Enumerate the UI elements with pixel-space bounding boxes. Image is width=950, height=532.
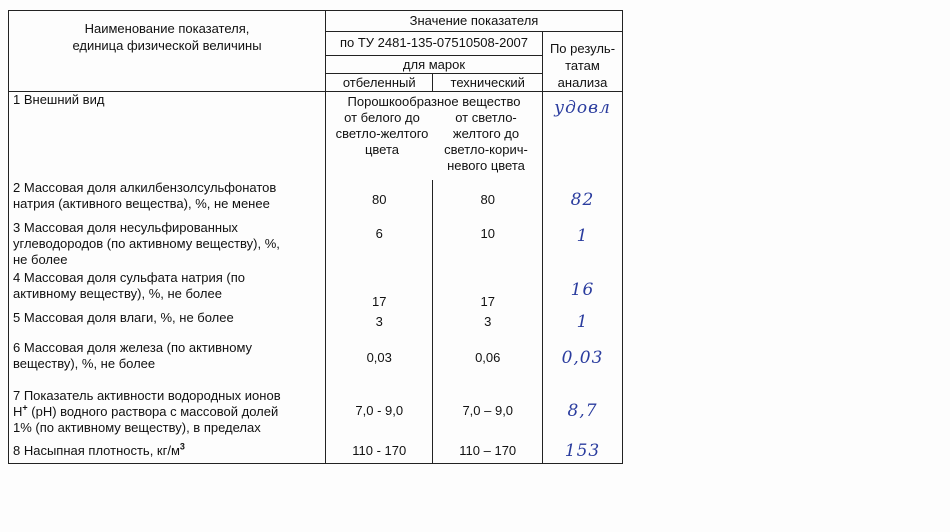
appearance-values	[326, 92, 543, 180]
table-row-density	[9, 440, 623, 464]
results-header-line1: По резуль-	[549, 41, 616, 56]
row-name: 4 Массовая доля сульфата натрия (по активному веществу), %, не более	[9, 270, 326, 310]
row-technical-value: 0,06	[433, 334, 543, 382]
grade-bleached-header: отбеленный	[326, 73, 433, 91]
row-result-handwritten: 1	[543, 220, 623, 270]
ph-result-handwritten: 8,7	[543, 382, 623, 440]
value-header: Значение показателя	[326, 11, 623, 32]
row-technical-value: 80	[433, 180, 543, 220]
table-row	[9, 270, 623, 310]
table-row	[9, 180, 623, 220]
row-name: 6 Массовая доля железа (по активному веществу), %, не более	[9, 334, 326, 382]
row-technical-value: 17	[433, 270, 543, 310]
table-row	[9, 334, 623, 382]
header-row-1	[9, 11, 623, 32]
row-bleached-value: 3	[326, 310, 433, 334]
row-result-handwritten: 1	[543, 310, 623, 334]
density-result-handwritten: 153	[543, 440, 623, 464]
appearance-technical: от светло- желтого до светло-корич- невого цвета	[444, 110, 528, 173]
for-marks-header: для марок	[326, 55, 543, 73]
table-row-appearance	[9, 92, 623, 180]
grade-technical-header: технический	[433, 73, 543, 91]
row-result-handwritten: 0,03	[543, 334, 623, 382]
row-technical-value: 3	[433, 310, 543, 334]
indicator-name-header-line1: Наименование показателя,	[84, 21, 250, 36]
row-name: 2 Массовая доля алкилбензолсульфонатов натрия (активного вещества), %, не менее	[9, 180, 326, 220]
row-bleached-value: 6	[326, 220, 433, 270]
results-header	[543, 32, 623, 92]
ph-technical-value: 7,0 – 9,0	[433, 382, 543, 440]
row-name: 3 Массовая доля несульфированных углеводородов (по активному веществу), %, не более	[9, 220, 326, 270]
row-bleached-value: 80	[326, 180, 433, 220]
row-result-handwritten: 16	[543, 270, 623, 310]
appearance-result-handwritten: удовл	[543, 92, 623, 180]
density-bleached-value: 110 - 170	[326, 440, 433, 464]
tu-header: по ТУ 2481-135-07510508-2007	[326, 32, 543, 56]
table-row-ph	[9, 382, 623, 440]
row-technical-value: 10	[433, 220, 543, 270]
appearance-common: Порошкообразное вещество	[347, 94, 521, 109]
specification-table	[8, 10, 623, 464]
results-header-line3: анализа	[557, 75, 608, 90]
table-row	[9, 310, 623, 334]
row-bleached-value: 0,03	[326, 334, 433, 382]
appearance-bleached: от белого до светло-желтого цвета	[335, 110, 429, 157]
results-header-line2: татам	[565, 58, 600, 73]
row-name: 5 Массовая доля влаги, %, не более	[9, 310, 326, 334]
appearance-name: 1 Внешний вид	[9, 92, 326, 180]
table-row	[9, 220, 623, 270]
ph-name: 7 Показатель активности водородных ионов Н+ (рН) водного раствора с массовой долей 1% (по активному веществу), в пределах	[9, 382, 326, 440]
indicator-name-header-line2: единица физической величины	[72, 38, 262, 53]
ph-bleached-value: 7,0 - 9,0	[326, 382, 433, 440]
density-name: 8 Насыпная плотность, $кг/м^3$	[9, 440, 326, 464]
row-result-handwritten: 82	[543, 180, 623, 220]
indicator-name-header	[9, 11, 326, 92]
density-technical-value: 110 – 170	[433, 440, 543, 464]
row-bleached-value: 17	[326, 270, 433, 310]
